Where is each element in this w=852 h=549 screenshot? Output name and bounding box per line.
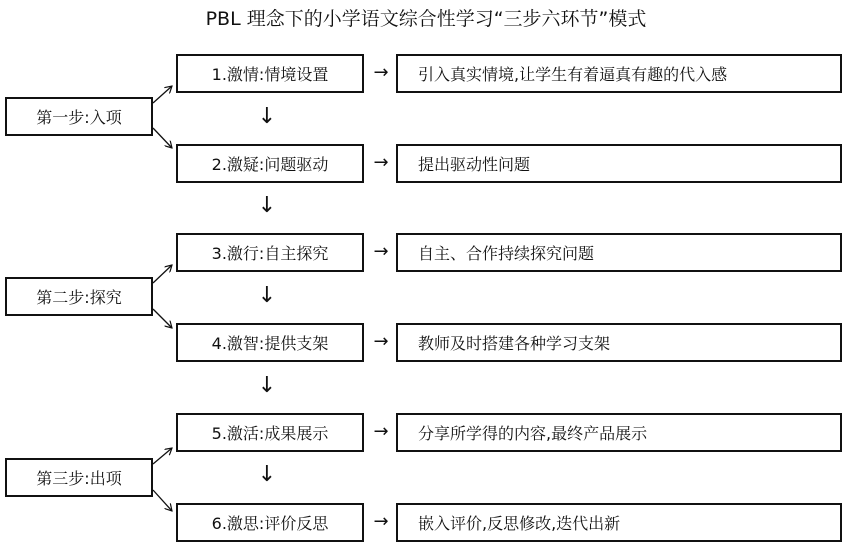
desc-box-4: 教师及时搭建各种学习支架 — [396, 323, 842, 362]
stage-box-2: 2.激疑:问题驱动 — [176, 144, 364, 183]
h-arrow-4: → — [373, 331, 389, 352]
branch-line-step1-down — [153, 128, 172, 148]
stage-box-6: 6.激思:评价反思 — [176, 503, 364, 542]
h-arrow-2: → — [373, 152, 389, 173]
branch-line-step2-down — [153, 309, 172, 328]
desc-box-3: 自主、合作持续探究问题 — [396, 233, 842, 272]
v-arrow-3: ↓ — [257, 283, 277, 308]
stage-box-5: 5.激活:成果展示 — [176, 413, 364, 452]
step-box-2: 第二步:探究 — [5, 277, 153, 316]
diagram-title: PBL 理念下的小学语文综合性学习“三步六环节”模式 — [205, 8, 647, 30]
branch-line-step1-up — [153, 86, 172, 103]
v-arrow-1: ↓ — [257, 104, 277, 129]
v-arrow-5: ↓ — [257, 462, 277, 487]
stage-box-1: 1.激情:情境设置 — [176, 54, 364, 93]
stage-box-4: 4.激智:提供支架 — [176, 323, 364, 362]
h-arrow-1: → — [373, 62, 389, 83]
branch-line-step3-down — [153, 490, 172, 511]
h-arrow-6: → — [373, 511, 389, 532]
stage-box-3: 3.激行:自主探究 — [176, 233, 364, 272]
h-arrow-3: → — [373, 241, 389, 262]
desc-box-2: 提出驱动性问题 — [396, 144, 842, 183]
desc-box-5: 分享所学得的内容,最终产品展示 — [396, 413, 842, 452]
branch-line-step2-up — [153, 265, 172, 283]
v-arrow-2: ↓ — [257, 193, 277, 218]
branch-line-step3-up — [153, 448, 172, 464]
h-arrow-5: → — [373, 421, 389, 442]
desc-box-1: 引入真实情境,让学生有着逼真有趣的代入感 — [396, 54, 842, 93]
desc-box-6: 嵌入评价,反思修改,迭代出新 — [396, 503, 842, 542]
v-arrow-4: ↓ — [257, 373, 277, 398]
step-box-1: 第一步:入项 — [5, 97, 153, 136]
step-box-3: 第三步:出项 — [5, 458, 153, 497]
